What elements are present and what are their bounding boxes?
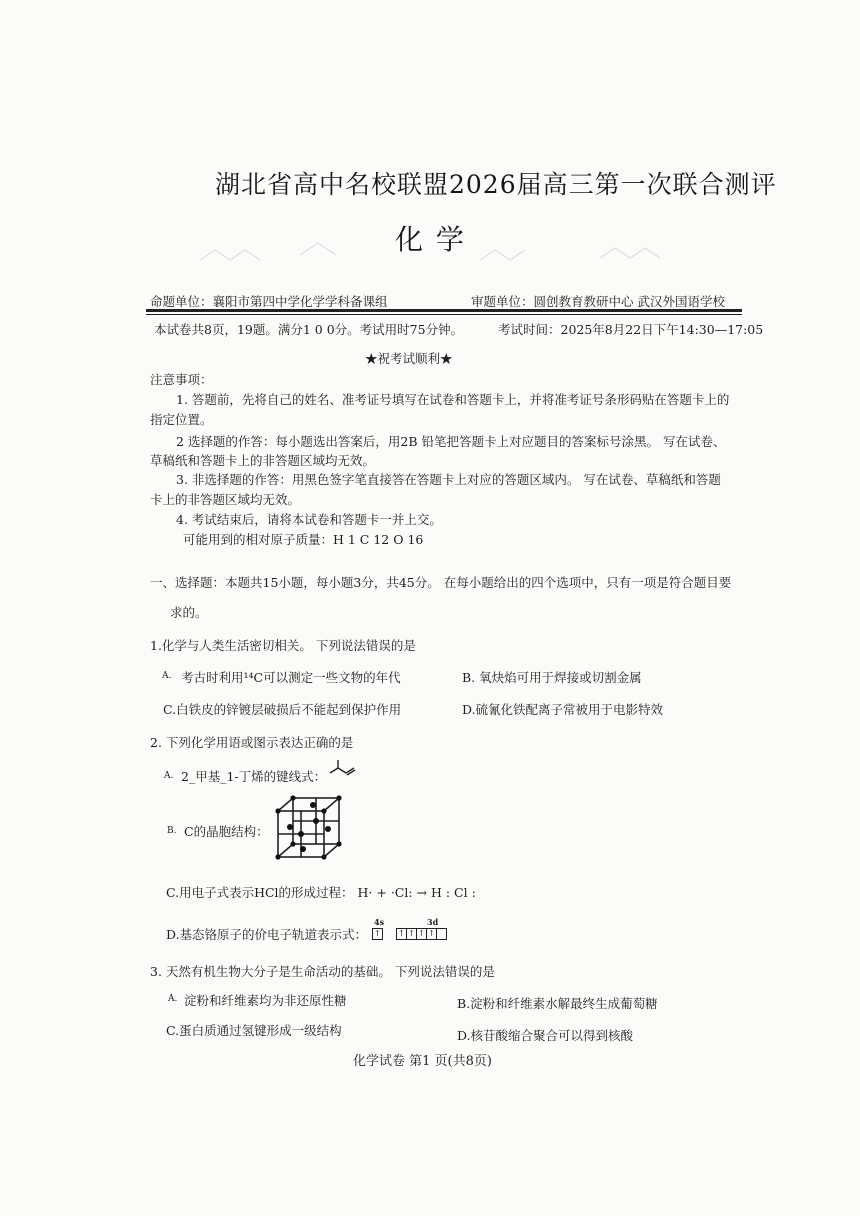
question-3-option-b: B.淀粉和纤维素水解最终生成葡萄糖 [457,996,658,1011]
note-1-line2: 指定位置。 [150,412,213,427]
note-3-line2: 卡上的非答题区域均无效。 [150,492,301,507]
note-3-line1: 3. 非选择题的作答：用黑色签字笔直接答在答题卡上对应的答题区域内。 写在试卷、草稿纸和答题 [176,472,721,487]
orbital-4s-box [373,928,383,940]
question-1-option-b: B. 氧炔焰可用于焊接或切割金属 [462,670,642,685]
section-1-instructions: 一、选择题：本题共15小题，每小题3分，共45分。 在每小题给出的四个选项中，只有一项是符合题目要 [150,575,732,590]
question-1-option-a-label: A. [162,671,172,681]
question-2-option-a-label: A. [164,771,174,781]
orbital-box: ↑ [396,928,407,940]
question-3-option-a: 淀粉和纤维素均为非还原性糖 [184,993,347,1008]
section-1-instructions-cont: 求的。 [170,605,208,620]
orbital-box: ↑ [372,928,383,940]
bleed-through-marks [180,200,700,290]
note-4: 4. 考试结束后，请将本试卷和答题卡一并上交。 [176,512,442,527]
orbital-3d-label: 3d [427,917,439,927]
notes-heading: 注意事项： [150,372,213,387]
question-2-option-c: C.用电子式表示HCl的形成过程： H· + ·Cl: → H : Cl : [166,885,476,900]
question-1-stem: 1.化学与人类生活密切相关。 下列说法错误的是 [150,638,416,653]
question-1-option-d: D.硫氰化铁配离子常被用于电影特效 [462,702,664,717]
question-2-option-b-label: B. [167,826,177,836]
proposer-unit: 命题单位：襄阳市第四中学化学学科备课组 [150,294,388,309]
orbital-box: ↑ [406,928,417,940]
orbital-box [436,928,447,940]
exam-time: 考试时间：2025年8月22日下午14:30—17:05 [498,322,764,337]
note-2-line2: 草稿纸和答题卡上的非答题区域均无效。 [150,453,376,468]
subject-title: 化 学 [395,223,466,256]
page-footer: 化学试卷 第1 页(共8页) [353,1054,492,1069]
note-1-line1: 1. 答题前，先将自己的姓名、准考证号填写在试卷和答题卡上，并将准考证号条形码贴在答题卡上的 [176,392,730,407]
question-1-option-c: C.白铁皮的锌镀层破损后不能起到保护作用 [163,702,402,717]
orbital-3d-boxes [397,928,447,940]
orbital-4s-label: 4s [374,917,385,927]
exam-title: 湖北省高中名校联盟2026届高三第一次联合测评 [215,170,777,199]
question-3-option-a-label: A. [168,994,178,1004]
skeletal-formula-diagram [328,759,358,779]
good-luck-line: ★祝考试顺利★ [365,351,453,366]
question-3-option-d: D.核苷酸缩合聚合可以得到核酸 [457,1028,634,1043]
atomic-masses: 可能用到的相对原子质量：H 1 C 12 O 16 [183,532,424,547]
header-rule-thin [146,314,742,315]
question-2-option-a: 2_甲基_1-丁烯的键线式： [181,769,327,784]
note-2-line1: 2 选择题的作答：每小题选出答案后，用2B 铅笔把答题卡上对应题目的答案标号涂黑。 写在试卷、 [176,434,726,449]
header-rule-thick [146,309,742,312]
exam-info: 本试卷共8页，19题。满分1 0 0分。考试用时75分钟。 [154,322,464,337]
question-2-option-b: C的晶胞结构： [184,824,269,839]
question-2-stem: 2. 下列化学用语或图示表达正确的是 [150,735,354,750]
question-1-option-a: 考古时利用¹⁴C可以测定一些文物的年代 [181,670,401,685]
question-3-option-c: C.蛋白质通过氢键形成一级结构 [166,1023,342,1038]
orbital-box: ↑ [416,928,427,940]
orbital-box: ↑ [426,928,437,940]
reviewer-unit: 审题单位：圆创教育教研中心 武汉外国语学校 [471,294,725,309]
question-2-option-d: D.基态铬原子的价电子轨道表示式： [166,927,368,942]
question-3-stem: 3. 天然有机生物大分子是生命活动的基础。 下列说法错误的是 [150,964,495,979]
crystal-cell-diagram [273,793,345,863]
